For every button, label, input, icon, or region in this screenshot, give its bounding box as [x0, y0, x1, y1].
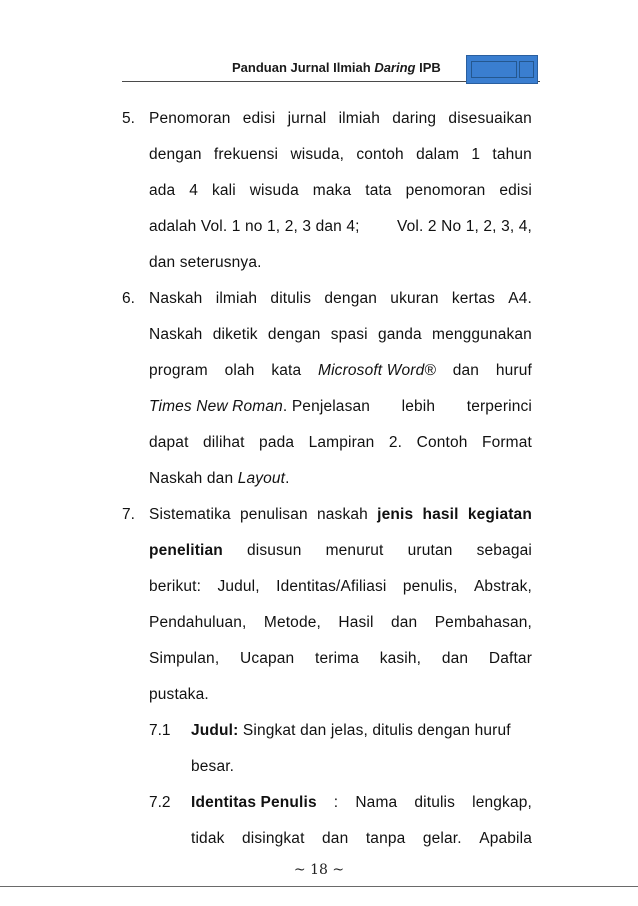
paragraph-line	[149, 470, 290, 488]
word: penulis,	[402, 578, 458, 595]
paragraph-line	[149, 182, 532, 200]
word: sebagai	[476, 542, 532, 559]
word: disesuaikan	[448, 110, 532, 127]
word: lebih	[401, 398, 436, 415]
text-segment: adalah Vol. 1 no 1, 2, 3 dan 4;	[149, 218, 360, 235]
word: Nama	[355, 794, 398, 811]
paragraph-line	[149, 146, 532, 164]
word: Hasil	[338, 614, 374, 631]
word: dan	[390, 614, 418, 631]
word: ditulis	[270, 290, 312, 307]
word: Judul,	[217, 578, 260, 595]
footer-rule	[0, 886, 638, 887]
word: Pendahuluan,	[149, 614, 247, 631]
bold-word: hasil	[422, 506, 459, 523]
paragraph-line	[149, 542, 532, 560]
word: 1	[471, 146, 481, 163]
word: Sistematika	[149, 506, 231, 523]
paragraph-line: besar.	[191, 758, 235, 775]
paragraph-line	[149, 326, 532, 344]
word: diketik	[212, 326, 258, 343]
word: disingkat	[242, 830, 305, 847]
word: gelar.	[422, 830, 462, 847]
header-title-suffix: IPB	[415, 60, 441, 75]
word: tata	[365, 182, 392, 199]
running-header	[232, 60, 441, 75]
word: Apabila	[479, 830, 532, 847]
word: dilihat	[203, 434, 245, 451]
header-decoration-box	[466, 55, 538, 84]
word: . Penjelasan	[282, 398, 371, 415]
word: menurut	[325, 542, 384, 559]
italic-term: Layout	[237, 470, 286, 487]
bold-label: Identitas Penulis	[191, 794, 317, 811]
word: dalam	[416, 146, 460, 163]
italic-term: Microsoft Word®	[318, 362, 436, 379]
paragraph-line	[191, 794, 532, 812]
text-segment: Vol. 2 No 1, 2, 3, 4,	[397, 218, 532, 235]
word: tidak	[191, 830, 225, 847]
word: Contoh	[416, 434, 468, 451]
word: lengkap,	[472, 794, 532, 811]
word: tahun	[492, 146, 532, 163]
list-number: 6.	[122, 290, 135, 307]
word: olah	[224, 362, 255, 379]
paragraph-line	[149, 578, 532, 596]
italic-term: Times New Roman	[149, 398, 283, 415]
word: spasi	[330, 326, 368, 343]
word: 4	[189, 182, 199, 199]
word: disusun	[246, 542, 302, 559]
word: ukuran	[390, 290, 439, 307]
word: wisuda	[249, 182, 299, 199]
word: dengan	[267, 326, 321, 343]
word: terperinci	[466, 398, 532, 415]
text-segment: Singkat dan jelas, ditulis dengan huruf	[238, 722, 511, 739]
word: dan	[441, 650, 469, 667]
word: menggunakan	[432, 326, 532, 343]
word: ditulis	[414, 794, 456, 811]
paragraph-line	[149, 362, 532, 380]
paragraph-line	[149, 398, 532, 416]
word: Daftar	[488, 650, 532, 667]
bold-word: penelitian	[149, 542, 223, 559]
word: kasih,	[379, 650, 422, 667]
word: Abstrak,	[473, 578, 532, 595]
paragraph-line	[149, 614, 532, 632]
paragraph-line	[149, 290, 532, 308]
paragraph-line	[191, 722, 511, 740]
bold-word: kegiatan	[467, 506, 532, 523]
word: ganda	[377, 326, 422, 343]
word: Simpulan,	[149, 650, 220, 667]
word: Pembahasan,	[434, 614, 532, 631]
bold-label: Judul:	[191, 722, 239, 739]
header-title-italic: Daring	[374, 60, 416, 75]
word: Naskah	[149, 290, 203, 307]
paragraph-line: pustaka.	[149, 686, 209, 703]
word: dapat	[149, 434, 189, 451]
word: tanpa	[365, 830, 406, 847]
word: maka	[312, 182, 352, 199]
word: frekuensi	[213, 146, 279, 163]
word: Metode,	[263, 614, 321, 631]
word: Format	[481, 434, 532, 451]
word: penomoran	[405, 182, 486, 199]
word: A4.	[508, 290, 532, 307]
word: Penomoran	[149, 110, 231, 127]
word: penulisan	[240, 506, 308, 523]
page-number: ~ 18 ~	[293, 862, 345, 878]
word: :	[333, 794, 339, 811]
word: naskah	[317, 506, 368, 523]
sublist-number: 7.2	[149, 794, 171, 811]
word: ada	[149, 182, 176, 199]
word: kata	[271, 362, 302, 379]
paragraph-line	[149, 218, 532, 236]
paragraph-line	[149, 110, 532, 128]
word: dengan	[149, 146, 202, 163]
word: Identitas/Afiliasi	[276, 578, 387, 595]
word: pada	[259, 434, 295, 451]
header-decoration-inner	[471, 61, 517, 78]
word: daring	[392, 110, 437, 127]
bold-word: jenis	[377, 506, 414, 523]
list-number: 5.	[122, 110, 135, 127]
word: 2.	[388, 434, 403, 451]
word: edisi	[242, 110, 276, 127]
word: dan	[322, 830, 349, 847]
word: kertas	[451, 290, 495, 307]
word: urutan	[407, 542, 453, 559]
word: Lampiran	[308, 434, 375, 451]
word: ilmiah	[338, 110, 380, 127]
word: program	[149, 362, 208, 379]
word: jurnal	[287, 110, 327, 127]
paragraph-line: dan seterusnya.	[149, 254, 262, 271]
paragraph-line	[191, 830, 532, 848]
word: edisi	[499, 182, 532, 199]
word: dan	[452, 362, 480, 379]
header-title-prefix: Panduan Jurnal Ilmiah	[232, 60, 375, 75]
word: terima	[315, 650, 360, 667]
word: wisuda,	[290, 146, 345, 163]
word: dengan	[324, 290, 378, 307]
word: ilmiah	[215, 290, 258, 307]
word: berikut:	[149, 578, 202, 595]
word: Ucapan	[240, 650, 295, 667]
text-segment: .	[285, 470, 290, 487]
sublist-number: 7.1	[149, 722, 171, 739]
list-number: 7.	[122, 506, 135, 523]
word: huruf	[495, 362, 532, 379]
word: kali	[211, 182, 236, 199]
word: contoh	[356, 146, 404, 163]
header-decoration-inner-small	[519, 61, 534, 78]
paragraph-line	[149, 650, 532, 668]
word: Naskah	[149, 326, 203, 343]
text-segment: Naskah dan	[149, 470, 238, 487]
paragraph-line	[149, 506, 532, 524]
paragraph-line	[149, 434, 532, 452]
